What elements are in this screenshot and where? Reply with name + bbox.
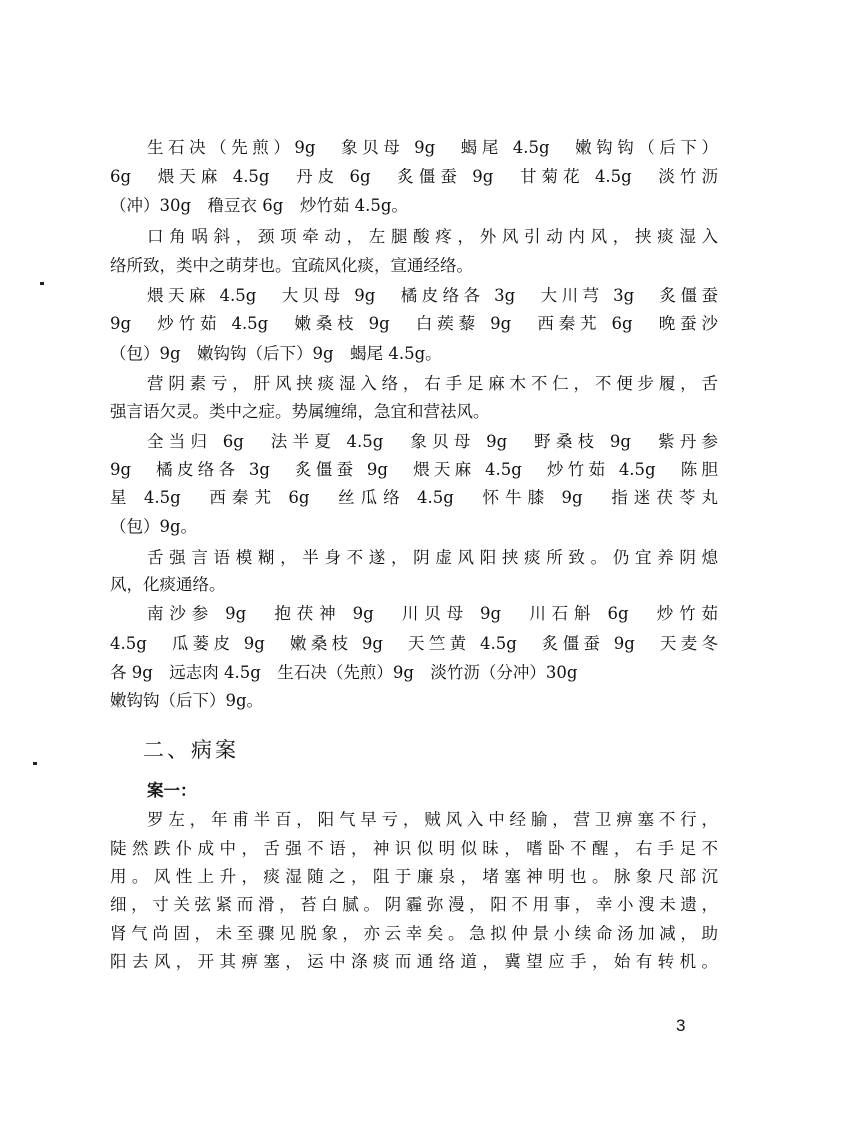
page-number: 3 xyxy=(676,1016,686,1035)
case-line: 用。风性上升，痰湿随之，阻于廉泉，堵塞神明也。脉象尺部沉 xyxy=(110,867,718,886)
text-line: 风，化痰通络。 xyxy=(110,575,226,594)
text-line: 6g 煨天麻 4.5g 丹皮 6g 炙僵蚕 9g 甘菊花 4.5g 淡竹沥 xyxy=(110,167,718,186)
scan-speck xyxy=(33,762,37,765)
text-line: 星 4.5g 西秦艽 6g 丝瓜络 4.5g 怀牛膝 9g 指迷茯苓丸 xyxy=(110,488,718,507)
text-line: 9g 橘皮络各 3g 炙僵蚕 9g 煨天麻 4.5g 炒竹茹 4.5g 陈胆 xyxy=(110,460,718,479)
text-line: （冲）30g 穞豆衣 6g 炒竹茹 4.5g。 xyxy=(110,196,408,215)
text-line: 生石决（先煎）9g 象贝母 9g 蝎尾 4.5g 嫩钩钩（后下） xyxy=(147,138,718,157)
case-line: 肾气尚固，未至骤见脱象，亦云幸矣。急拟仲景小续命汤加减，助 xyxy=(110,924,718,943)
text-line: 口角㖞斜，颈项牵动，左腿酸疼，外风引动内风，挟痰湿入 xyxy=(147,227,718,246)
text-line: 南沙参 9g 抱茯神 9g 川贝母 9g 川石斛 6g 炒竹茹 xyxy=(147,604,718,623)
case-line: 陡然跌仆成中，舌强不语，神识似明似昧，嗜卧不醒，右手足不 xyxy=(110,839,718,858)
case-line: 阳去风，开其痹塞，运中涤痰而通络道，冀望应手，始有转机。 xyxy=(110,952,718,971)
case-title: 案一： xyxy=(147,781,197,800)
text-line: 营阴素亏，肝风挟痰湿入络，右手足麻木不仁，不便步履，舌 xyxy=(147,374,718,393)
text-line: 强言语欠灵。类中之症。势属缠绵，急宜和营祛风。 xyxy=(110,402,490,421)
text-line: 舌强言语模糊，半身不遂，阴虚风阳挟痰所致。仍宜养阴熄 xyxy=(147,548,718,567)
text-line: 煨天麻 4.5g 大贝母 9g 橘皮络各 3g 大川芎 3g 炙僵蚕 xyxy=(147,286,718,305)
text-line: 9g 炒竹茹 4.5g 嫩桑枝 9g 白蒺藜 9g 西秦艽 6g 晚蚕沙 xyxy=(110,314,718,333)
text-line: （包）9g。 xyxy=(110,517,198,536)
text-line: （包）9g 嫩钩钩（后下）9g 蝎尾 4.5g。 xyxy=(110,344,442,363)
text-line: 络所致，类中之萌芽也。宜疏风化痰，宣通经络。 xyxy=(110,256,473,275)
text-line: 嫩钩钩（后下）9g。 xyxy=(110,691,264,710)
text-line: 各 9g 远志肉 4.5g 生石决（先煎）9g 淡竹沥（分冲）30g xyxy=(110,663,578,682)
case-line: 细，寸关弦紧而滑，苔白腻。阴霾弥漫，阳不用事，幸小溲未遗， xyxy=(110,895,718,914)
scan-speck xyxy=(40,282,44,285)
case-line: 罗左，年甫半百，阳气早亏，贼风入中经腧，营卫痹塞不行， xyxy=(147,810,718,829)
text-line: 全当归 6g 法半夏 4.5g 象贝母 9g 野桑枝 9g 紫丹参 xyxy=(147,432,718,451)
section-heading: 二、病案 xyxy=(143,738,239,762)
text-line: 4.5g 瓜蒌皮 9g 嫩桑枝 9g 天竺黄 4.5g 炙僵蚕 9g 天麦冬 xyxy=(110,634,718,653)
